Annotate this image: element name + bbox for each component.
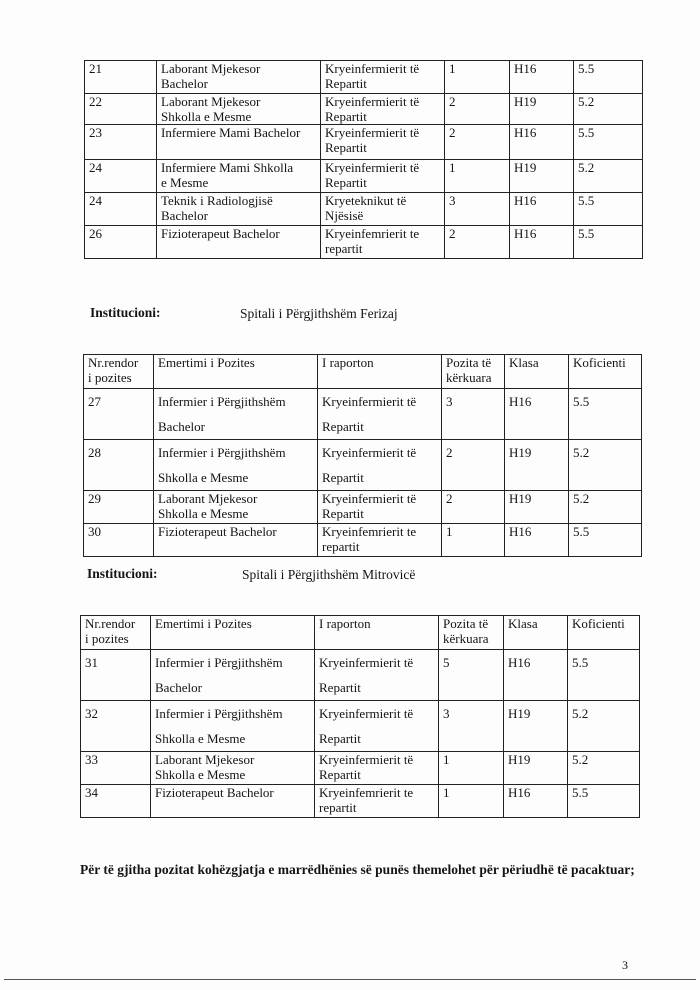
cell-emertimi: Fizioterapeut Bachelor bbox=[157, 226, 321, 259]
cell-nr: 22 bbox=[85, 94, 157, 125]
cell-nr: 27 bbox=[84, 389, 154, 440]
footer-rule bbox=[4, 979, 696, 980]
cell-pozita: 5 bbox=[439, 650, 504, 701]
cell-nr: 26 bbox=[85, 226, 157, 259]
cell-raporton: Kryeinfermierit të Repartit bbox=[315, 752, 439, 785]
cell-koficienti: 5.2 bbox=[568, 701, 640, 752]
table-row bbox=[85, 193, 643, 226]
cell-pozita: 2 bbox=[445, 125, 510, 160]
cell-emertimi: Infermier i Përgjithshëm Bachelor bbox=[154, 389, 318, 440]
cell-nr: 24 bbox=[85, 193, 157, 226]
cell-klasa: H16 bbox=[504, 785, 568, 818]
cell-koficienti: 5.5 bbox=[569, 389, 642, 440]
page-number: 3 bbox=[622, 958, 628, 972]
table-row bbox=[84, 389, 642, 440]
cell-raporton: Kryeinfemrierit te repartit bbox=[318, 524, 442, 557]
cell-nr: 33 bbox=[81, 752, 151, 785]
header-nr: Nr.rendor i pozites bbox=[81, 616, 151, 650]
cell-pozita: 1 bbox=[442, 524, 505, 557]
cell-raporton: Kryeinfermierit të Repartit bbox=[321, 94, 445, 125]
cell-emertimi: Laborant Mjekesor Shkolla e Mesme bbox=[151, 752, 315, 785]
cell-raporton: Kryeinfermierit të Repartit bbox=[318, 440, 442, 491]
cell-klasa: H19 bbox=[505, 440, 569, 491]
cell-emertimi: Infermier i Përgjithshëm Shkolla e Mesme bbox=[154, 440, 318, 491]
table-body bbox=[81, 650, 640, 818]
table-row bbox=[85, 125, 643, 160]
cell-nr: 24 bbox=[85, 160, 157, 193]
cell-nr: 23 bbox=[85, 125, 157, 160]
cell-koficienti: 5.5 bbox=[574, 193, 643, 226]
cell-raporton: Kryeteknikut të Njësisë bbox=[321, 193, 445, 226]
cell-emertimi: Infermiere Mami Bachelor bbox=[157, 125, 321, 160]
table-row bbox=[85, 94, 643, 125]
cell-klasa: H19 bbox=[504, 701, 568, 752]
cell-koficienti: 5.5 bbox=[574, 61, 643, 94]
cell-pozita: 1 bbox=[439, 752, 504, 785]
cell-emertimi: Fizioterapeut Bachelor bbox=[154, 524, 318, 557]
cell-nr: 29 bbox=[84, 491, 154, 524]
table-row bbox=[85, 160, 643, 193]
cell-nr: 34 bbox=[81, 785, 151, 818]
table-body bbox=[85, 61, 643, 259]
cell-pozita: 2 bbox=[442, 491, 505, 524]
cell-klasa: H16 bbox=[505, 524, 569, 557]
cell-raporton: Kryeinfermierit të Repartit bbox=[321, 160, 445, 193]
cell-raporton: Kryeinfermierit të Repartit bbox=[318, 389, 442, 440]
cell-emertimi: Laborant Mjekesor Shkolla e Mesme bbox=[154, 491, 318, 524]
cell-emertimi: Fizioterapeut Bachelor bbox=[151, 785, 315, 818]
table-header bbox=[84, 355, 642, 389]
cell-emertimi: Infermier i Përgjithshëm Bachelor bbox=[151, 650, 315, 701]
institution-name: Spitali i Përgjithshëm Mitrovicë bbox=[242, 567, 416, 582]
table-row bbox=[85, 61, 643, 94]
positions-table-ferizaj bbox=[83, 354, 642, 557]
cell-koficienti: 5.2 bbox=[574, 94, 643, 125]
header-klasa: Klasa bbox=[504, 616, 568, 650]
cell-nr: 32 bbox=[81, 701, 151, 752]
header-emertimi: Emertimi i Pozites bbox=[154, 355, 318, 389]
cell-koficienti: 5.2 bbox=[568, 752, 640, 785]
cell-pozita: 2 bbox=[442, 440, 505, 491]
cell-raporton: Kryeinfermierit të Repartit bbox=[321, 61, 445, 94]
cell-raporton: Kryeinfemrierit te repartit bbox=[321, 226, 445, 259]
cell-emertimi: Laborant Mjekesor Bachelor bbox=[157, 61, 321, 94]
cell-klasa: H19 bbox=[510, 94, 574, 125]
employment-duration-note: Për të gjitha pozitat kohëzgjatja e marrëdhënies së punës themelohet për përiudhë të pacaktuar; bbox=[80, 862, 635, 877]
header-koficienti: Koficienti bbox=[568, 616, 640, 650]
cell-raporton: Kryeinfermierit të Repartit bbox=[315, 650, 439, 701]
header-row bbox=[84, 355, 642, 389]
header-raporton: I raporton bbox=[315, 616, 439, 650]
cell-koficienti: 5.2 bbox=[574, 160, 643, 193]
cell-koficienti: 5.2 bbox=[569, 491, 642, 524]
cell-klasa: H16 bbox=[510, 125, 574, 160]
cell-emertimi: Infermiere Mami Shkolla e Mesme bbox=[157, 160, 321, 193]
header-nr: Nr.rendor i pozites bbox=[84, 355, 154, 389]
table-row bbox=[81, 752, 640, 785]
positions-table-continued bbox=[84, 60, 643, 259]
cell-koficienti: 5.5 bbox=[574, 226, 643, 259]
table-body bbox=[84, 389, 642, 557]
cell-klasa: H16 bbox=[505, 389, 569, 440]
table-row bbox=[84, 491, 642, 524]
cell-pozita: 2 bbox=[445, 94, 510, 125]
header-klasa: Klasa bbox=[505, 355, 569, 389]
cell-pozita: 2 bbox=[445, 226, 510, 259]
cell-nr: 28 bbox=[84, 440, 154, 491]
institution-heading bbox=[90, 305, 398, 321]
cell-raporton: Kryeinfemrierit te repartit bbox=[315, 785, 439, 818]
institution-name: Spitali i Përgjithshëm Ferizaj bbox=[240, 306, 398, 321]
cell-emertimi: Infermier i Përgjithshëm Shkolla e Mesme bbox=[151, 701, 315, 752]
cell-raporton: Kryeinfermierit të Repartit bbox=[318, 491, 442, 524]
table-row bbox=[81, 701, 640, 752]
cell-klasa: H16 bbox=[510, 226, 574, 259]
cell-pozita: 1 bbox=[439, 785, 504, 818]
cell-nr: 31 bbox=[81, 650, 151, 701]
header-pozita: Pozita të kërkuara bbox=[442, 355, 505, 389]
cell-klasa: H16 bbox=[510, 193, 574, 226]
header-pozita: Pozita të kërkuara bbox=[439, 616, 504, 650]
cell-pozita: 3 bbox=[445, 193, 510, 226]
cell-klasa: H16 bbox=[504, 650, 568, 701]
cell-pozita: 3 bbox=[439, 701, 504, 752]
cell-klasa: H19 bbox=[505, 491, 569, 524]
cell-pozita: 1 bbox=[445, 61, 510, 94]
institution-label: Institucioni: bbox=[87, 566, 158, 581]
cell-raporton: Kryeinfermierit të Repartit bbox=[321, 125, 445, 160]
cell-pozita: 3 bbox=[442, 389, 505, 440]
cell-nr: 30 bbox=[84, 524, 154, 557]
table-row bbox=[85, 226, 643, 259]
cell-koficienti: 5.5 bbox=[569, 524, 642, 557]
header-koficienti: Koficienti bbox=[569, 355, 642, 389]
table-row bbox=[84, 440, 642, 491]
table-row bbox=[81, 785, 640, 818]
cell-koficienti: 5.5 bbox=[568, 785, 640, 818]
cell-emertimi: Teknik i Radiologjisë Bachelor bbox=[157, 193, 321, 226]
cell-koficienti: 5.5 bbox=[574, 125, 643, 160]
cell-klasa: H19 bbox=[504, 752, 568, 785]
header-emertimi: Emertimi i Pozites bbox=[151, 616, 315, 650]
table-row bbox=[81, 650, 640, 701]
cell-nr: 21 bbox=[85, 61, 157, 94]
institution-heading bbox=[87, 566, 416, 582]
institution-label: Institucioni: bbox=[90, 305, 161, 320]
table-header bbox=[81, 616, 640, 650]
cell-klasa: H16 bbox=[510, 61, 574, 94]
table-row bbox=[84, 524, 642, 557]
cell-raporton: Kryeinfermierit të Repartit bbox=[315, 701, 439, 752]
cell-pozita: 1 bbox=[445, 160, 510, 193]
positions-table-mitrovice bbox=[80, 615, 640, 818]
cell-klasa: H19 bbox=[510, 160, 574, 193]
cell-koficienti: 5.2 bbox=[569, 440, 642, 491]
cell-koficienti: 5.5 bbox=[568, 650, 640, 701]
cell-emertimi: Laborant Mjekesor Shkolla e Mesme bbox=[157, 94, 321, 125]
header-raporton: I raporton bbox=[318, 355, 442, 389]
header-row bbox=[81, 616, 640, 650]
